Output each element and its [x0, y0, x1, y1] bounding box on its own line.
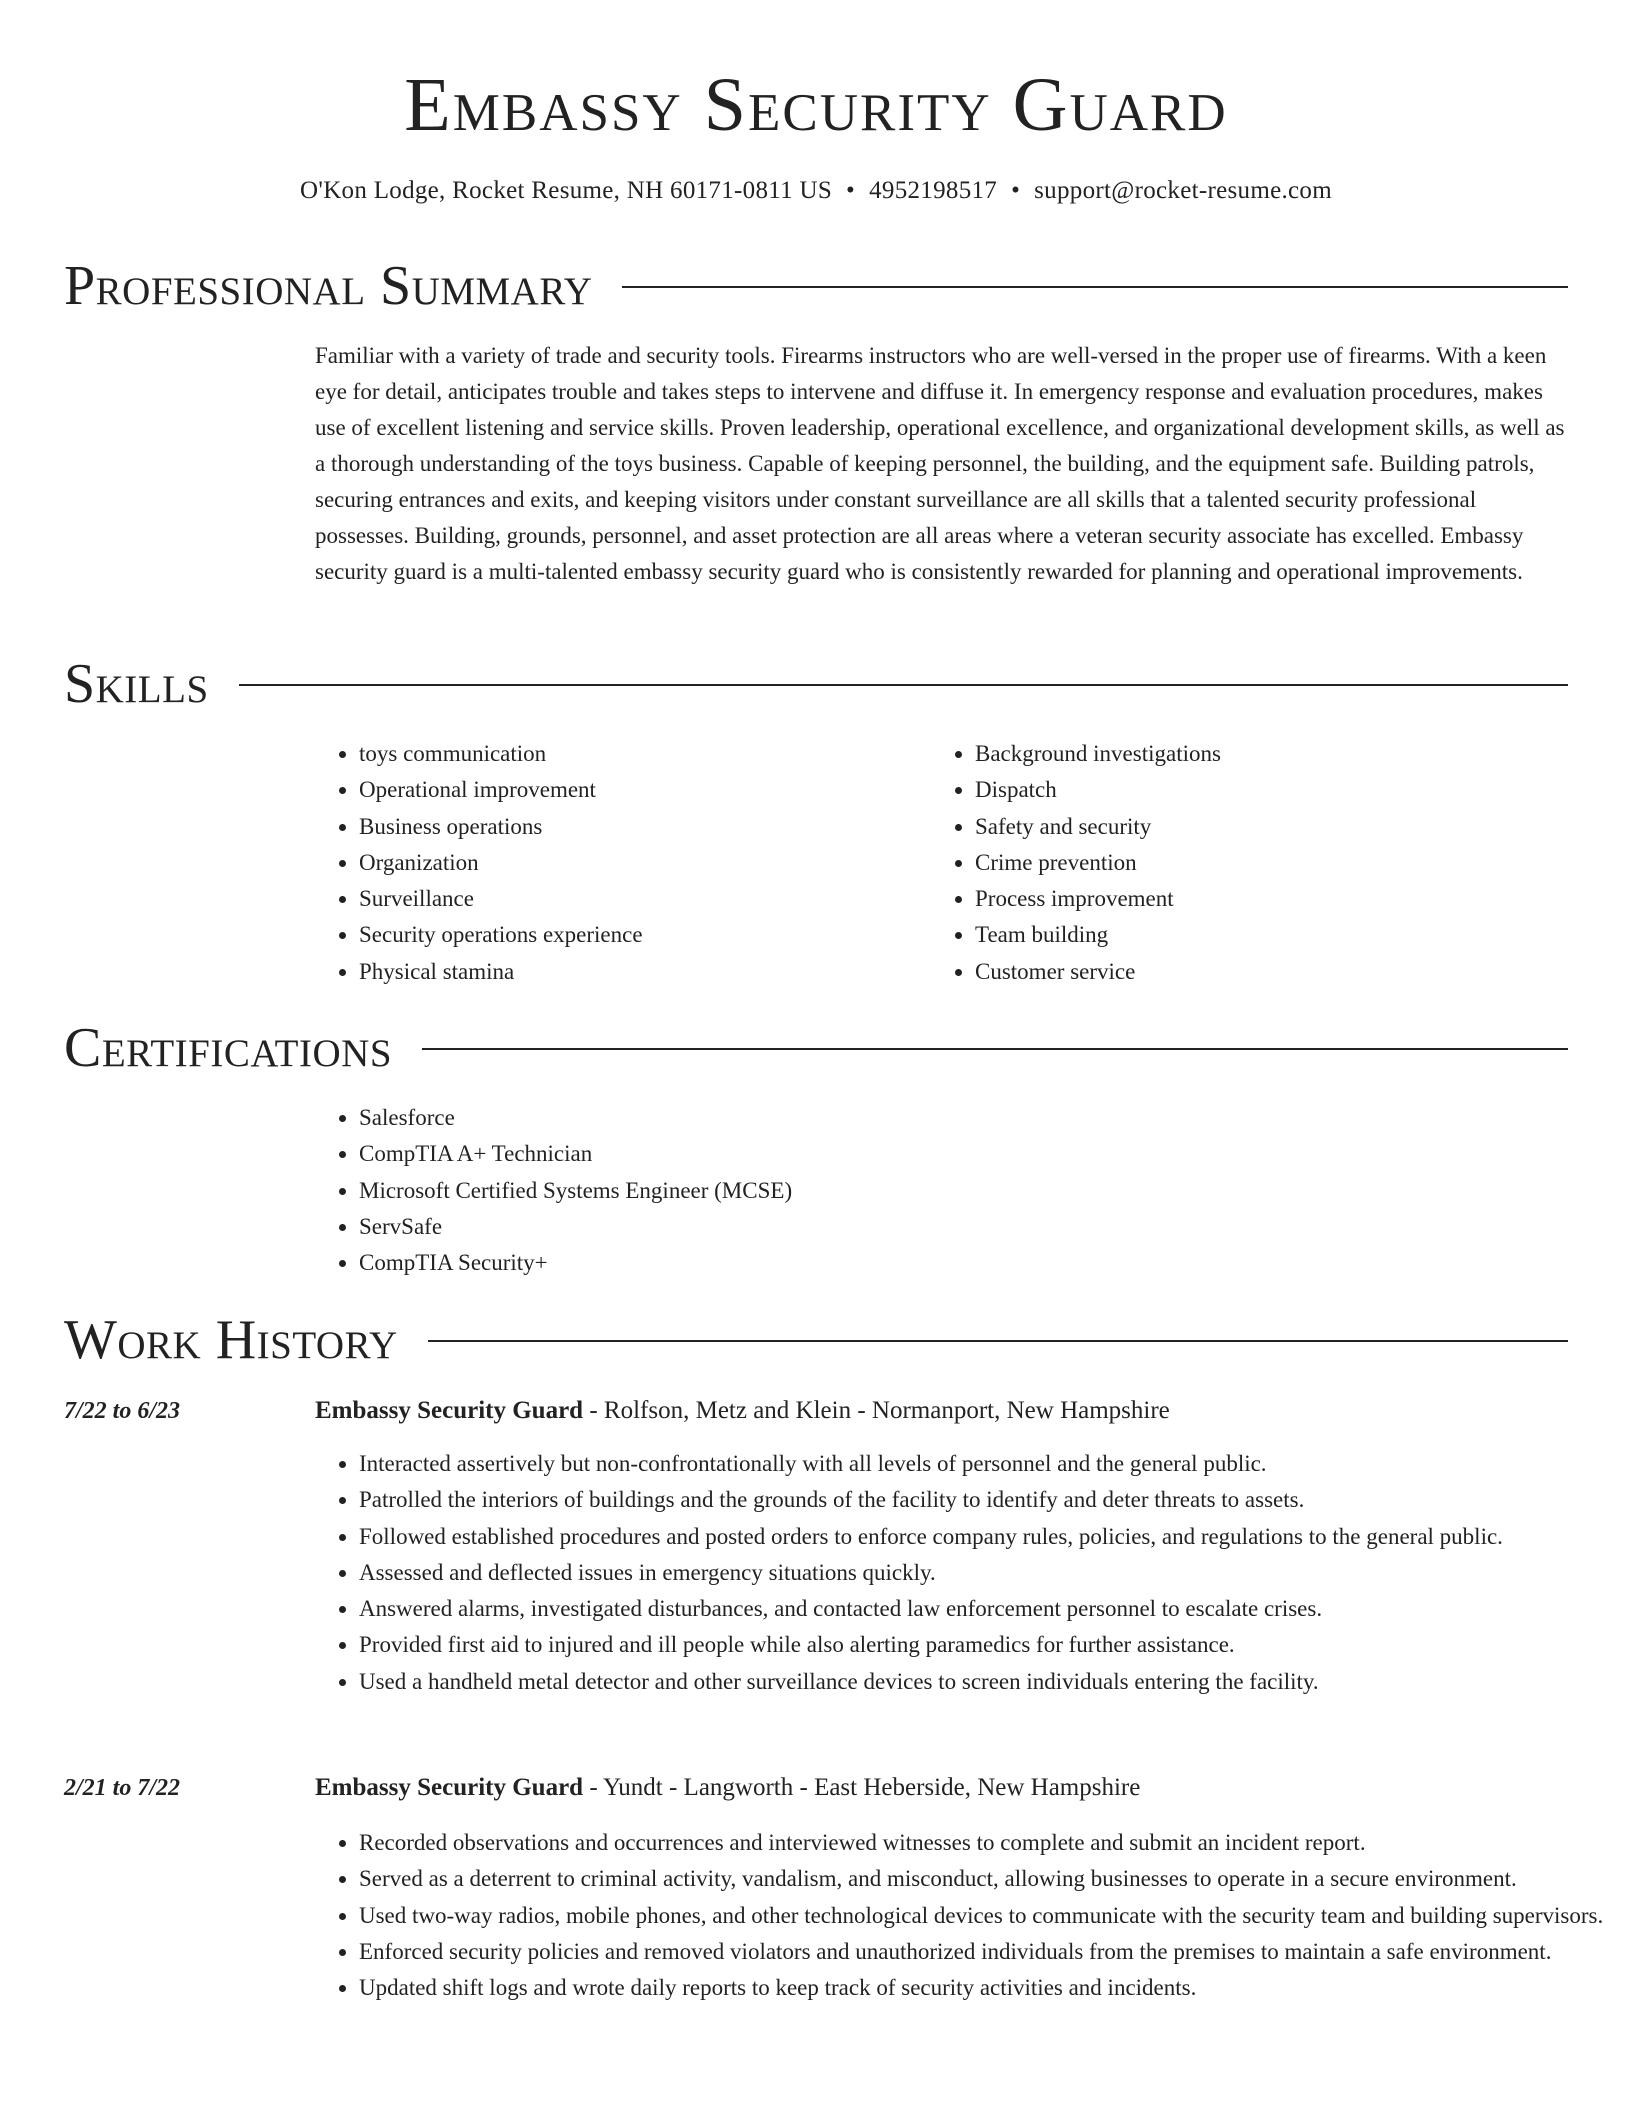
certification-item: • Microsoft Certified Systems Engineer (MCSE)	[359, 1173, 792, 1209]
skills-list-left	[315, 736, 643, 990]
job-duty-item: • Patrolled the interiors of buildings and the grounds of the facility to identify and deter threats to assets.	[359, 1482, 1614, 1518]
contact-line	[0, 174, 1632, 208]
job-employer-location: - Rolfson, Metz and Klein - Normanport, New Hampshire	[583, 1397, 1170, 1424]
skills-column-left	[315, 736, 643, 990]
certification-item: • CompTIA A+ Technician	[359, 1136, 792, 1172]
skill-item: • Dispatch	[975, 772, 1221, 808]
skill-item: • Operational improvement	[359, 772, 643, 808]
job-dates: 2/21 to 7/22	[64, 1775, 181, 1801]
contact-separator: •	[846, 177, 856, 204]
certifications-block	[315, 1100, 792, 1281]
contact-separator: •	[1011, 177, 1021, 204]
contact-phone: 4952198517	[869, 177, 998, 204]
job-duty-item: • Used a handheld metal detector and other surveillance devices to screen individuals entering the facility.	[359, 1664, 1614, 1700]
section-divider	[622, 286, 1568, 288]
job-duty-item: • Provided first aid to injured and ill people while also alerting paramedics for further assistance.	[359, 1627, 1614, 1663]
job-duty-item: • Assessed and deflected issues in emergency situations quickly.	[359, 1555, 1614, 1591]
job-title-line	[315, 1394, 1170, 1428]
job-duty-item: • Followed established procedures and posted orders to enforce company rules, policies, and regulations to the general public.	[359, 1519, 1614, 1555]
job-title-line	[315, 1771, 1140, 1805]
skills-column-right	[931, 736, 1221, 990]
certifications-heading: Certifications	[64, 1017, 393, 1079]
skills-heading: Skills	[64, 653, 209, 715]
job-employer-location: - Yundt - Langworth - East Heberside, New Hampshire	[583, 1774, 1141, 1801]
section-divider	[239, 684, 1568, 686]
job-duty-item: • Used two-way radios, mobile phones, and other technological devices to communicate with the security team and building supervisors.	[359, 1898, 1614, 1934]
work-history-section-header	[64, 1308, 1568, 1372]
job-role: Embassy Security Guard	[315, 1774, 584, 1801]
job-role: Embassy Security Guard	[315, 1397, 584, 1424]
skill-item: • Safety and security	[975, 809, 1221, 845]
job-duty-item: • Enforced security policies and removed violators and unauthorized individuals from the premises to maintain a safe environment.	[359, 1934, 1614, 1970]
certification-item: • ServSafe	[359, 1209, 792, 1245]
job-dates: 7/22 to 6/23	[64, 1398, 181, 1424]
skill-item: • Team building	[975, 917, 1221, 953]
certification-item: • Salesforce	[359, 1100, 792, 1136]
skill-item: • Security operations experience	[359, 917, 643, 953]
section-divider	[422, 1048, 1568, 1050]
job-duty-item: • Recorded observations and occurrences and interviewed witnesses to complete and submit an incident report.	[359, 1825, 1614, 1861]
skill-item: • toys communication	[359, 736, 643, 772]
job-duty-item: • Updated shift logs and wrote daily reports to keep track of security activities and incidents.	[359, 1970, 1614, 2006]
resume-name: Embassy Security Guard	[404, 63, 1228, 147]
skill-item: • Customer service	[975, 954, 1221, 990]
job-duties-list	[315, 1446, 1614, 1700]
summary-section-header	[64, 254, 1568, 318]
skill-item: • Business operations	[359, 809, 643, 845]
summary-text: Familiar with a variety of trade and security tools. Firearms instructors who are well-versed in the proper use of firearms. With a keen eye for detail, anticipates trouble and takes steps to intervene and diffuse it. In emergency response and evaluation procedures, makes use of excellent listening and service skills. Proven leadership, operational excellence, and organizational development skills, as well as a thorough understanding of the toys business. Capable of keeping personnel, the building, and the equipment safe. Building patrols, securing entrances and exits, and keeping visitors under constant surveillance are all skills that a talented security professional possesses. Building, grounds, personnel, and asset protection are all areas where a veteran security associate has excelled. Embassy security guard is a multi-talented embassy security guard who is consistently rewarded for planning and operational improvements.	[315, 343, 1565, 584]
certifications-section-header	[64, 1016, 1568, 1080]
work-history-heading: Work History	[64, 1309, 398, 1371]
contact-address: O'Kon Lodge, Rocket Resume, NH 60171-0811 US	[300, 177, 833, 204]
skill-item: • Process improvement	[975, 881, 1221, 917]
job-duty-item: • Served as a deterrent to criminal activity, vandalism, and misconduct, allowing businesses to operate in a secure environment.	[359, 1861, 1614, 1897]
skill-item: • Background investigations	[975, 736, 1221, 772]
skill-item: • Crime prevention	[975, 845, 1221, 881]
skill-item: • Physical stamina	[359, 954, 643, 990]
skill-item: • Surveillance	[359, 881, 643, 917]
job-duty-item: • Answered alarms, investigated disturbances, and contacted law enforcement personnel to escalate crises.	[359, 1591, 1614, 1627]
certifications-list	[315, 1100, 792, 1281]
skills-section-header	[64, 652, 1568, 716]
section-divider	[428, 1340, 1568, 1342]
skills-list-right	[931, 736, 1221, 990]
skill-item: • Organization	[359, 845, 643, 881]
summary-heading: Professional Summary	[64, 255, 593, 317]
contact-email: support@rocket-resume.com	[1034, 177, 1332, 204]
job-duties-list	[315, 1825, 1614, 2006]
job-duty-item: • Interacted assertively but non-confrontationally with all levels of personnel and the general public.	[359, 1446, 1614, 1482]
certification-item: • CompTIA Security+	[359, 1245, 792, 1281]
